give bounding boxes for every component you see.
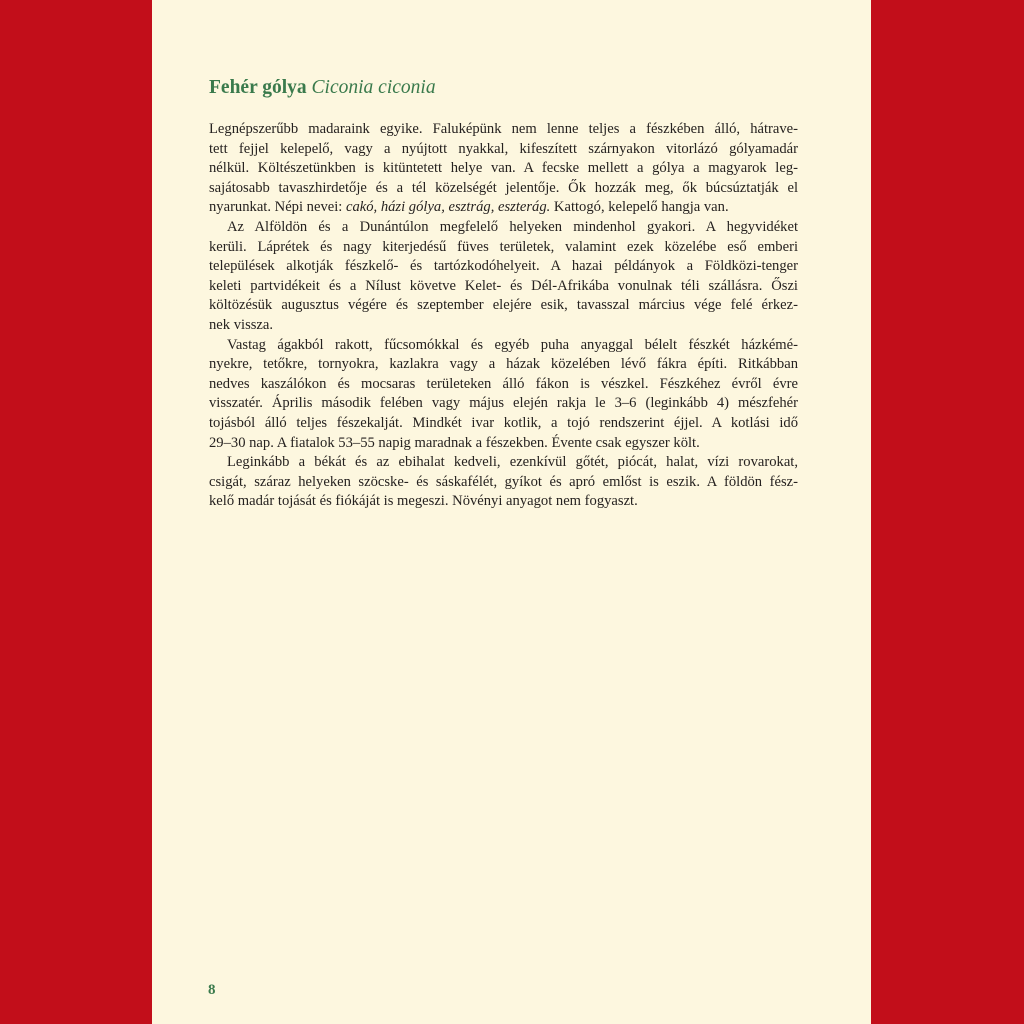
paragraph <box>209 336 798 454</box>
text-line: Vastag ágakból rakott, fűcsomókkal és egyéb puha anyaggal bélelt fészkét házkémé- <box>227 336 798 353</box>
text-line: nyekre, tetőkre, tornyokra, kazlakra vagy a házak közelében lévő fákra építi. Ritkábban <box>209 356 798 373</box>
text-line: Legnépszerűbb madaraink egyike. Faluképünk nem lenne teljes a fészkében álló, hátrave- <box>209 121 798 137</box>
paragraph <box>209 453 798 512</box>
text-line <box>209 198 798 218</box>
common-name: Fehér gólya <box>209 77 307 98</box>
text-line: települések alkotják fészkelő- és tartózkodóhelyeit. A hazai példányok a Földközi-tenger <box>209 258 798 275</box>
paragraph <box>209 218 798 336</box>
text-line: csigát, száraz helyeken szöcske- és sáskafélét, gyíkot és apró emlőst is eszik. A földön fész- <box>209 473 798 490</box>
text-line: visszatér. Április második felében vagy május elején rakja le 3–6 (leginkább 4) mészfehér <box>209 395 798 412</box>
text-line: 29–30 nap. A fiatalok 53–55 napig maradnak a fészekben. Évente csak egyszer költ. <box>209 434 700 451</box>
species-heading <box>209 76 436 100</box>
body-text <box>209 120 798 512</box>
text-fragment: Kattogó, kelepelő hangja van. <box>550 199 729 216</box>
text-line: tojásból álló teljes fészekalját. Mindkét ivar kotlik, a tojó rendszerint éjjel. A kotlási idő <box>209 414 798 431</box>
paragraph <box>209 120 798 218</box>
text-line: tett fejjel kelepelő, vagy a nyújtott nyakkal, kifeszített szárnyakon vitorlázó gólyamadár <box>209 140 798 157</box>
text-line: nedves kaszálókon és mocsaras területeken álló fákon is vészkel. Fészkéhez évről évre <box>209 375 798 392</box>
text-line: nek vissza. <box>209 316 274 333</box>
text-line: keleti partvidékeit és a Nílust követve Kelet- és Dél-Afrikába vonulnak téli szállásra. Őszi <box>209 277 798 294</box>
book-page <box>152 0 871 1024</box>
folk-names: cakó, házi gólya, esztrág, eszterág. <box>345 199 551 216</box>
text-line: sajátosabb tavaszhirdetője és a tél közelségét jelentője. Ők hozzák meg, ők búcsúztatják el <box>209 179 798 196</box>
text-line: kelő madár tojását és fiókáját is megeszi. Növényi anyagot nem fogyaszt. <box>209 493 638 510</box>
latin-name: Ciconia ciconia <box>311 77 436 98</box>
text-line: Leginkább a békát és az ebihalat kedveli, ezenkívül gőtét, piócát, halat, vízi rovarokat, <box>227 454 798 471</box>
text-fragment: nyarunkat. Népi nevei: <box>209 199 346 216</box>
page-number: 8 <box>208 982 216 998</box>
text-line: költözésük augusztus végére és szeptember elejére esik, tavasszal március vége felé érkez- <box>209 297 798 314</box>
text-line: Az Alföldön és a Dunántúlon megfelelő helyeken mindenhol gyakori. A hegyvidéket <box>227 218 798 235</box>
text-line: kerüli. Láprétek és nagy kiterjedésű füves területek, valamint ezek közelébe eső emberi <box>209 238 798 255</box>
text-line: nélkül. Költészetünkben is kitüntetett helye van. A fecske mellett a gólya a magyarok leg- <box>209 160 798 177</box>
